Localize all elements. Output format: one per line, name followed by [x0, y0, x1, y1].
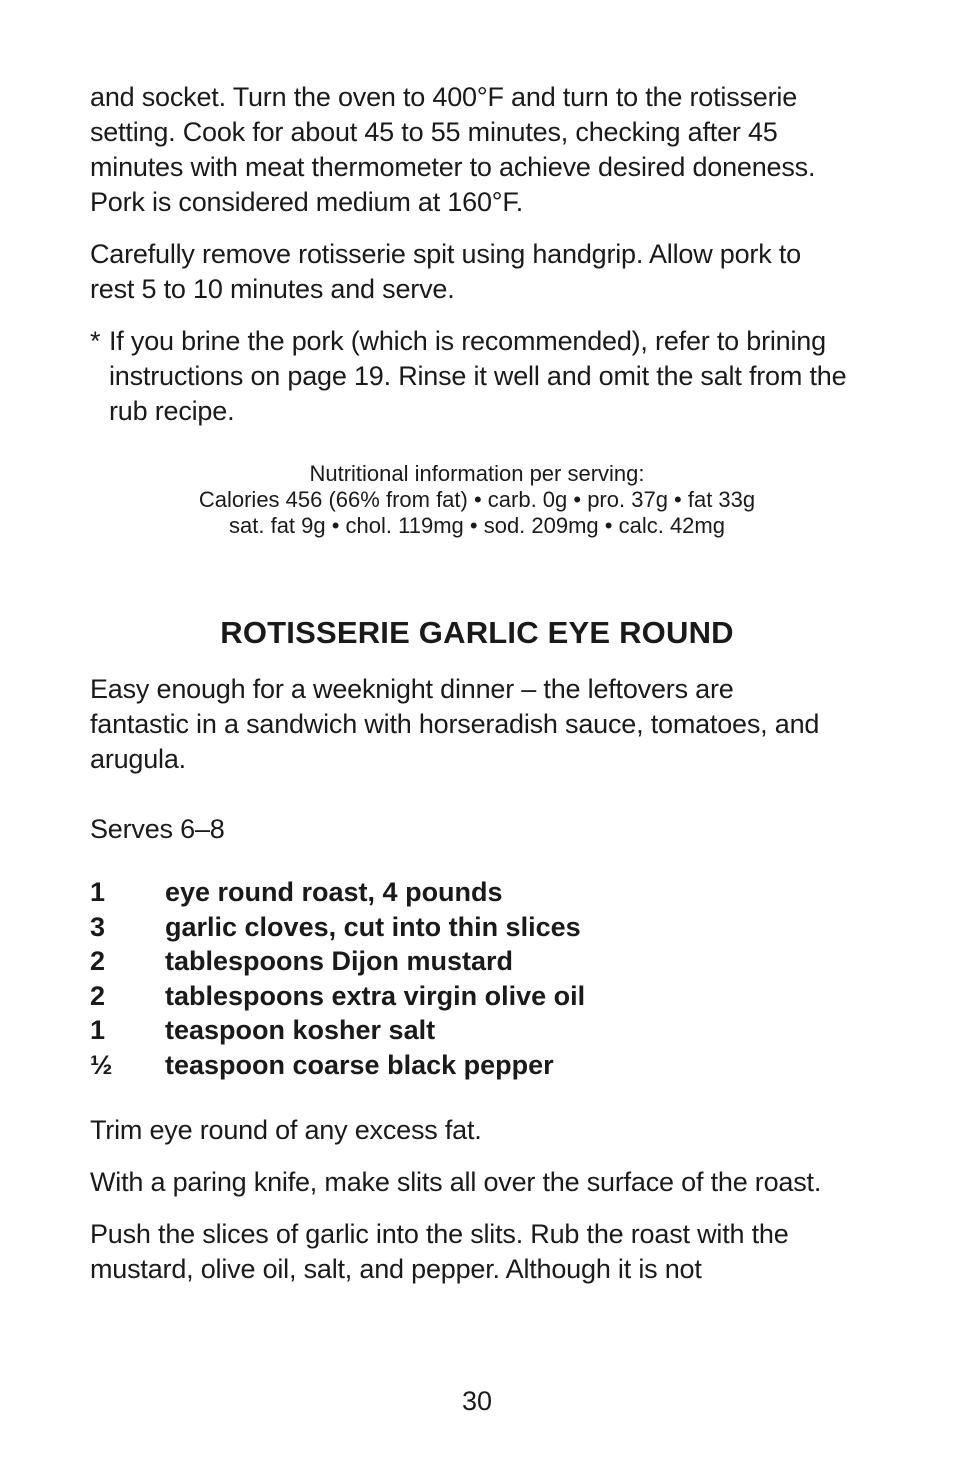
- footnote-text: If you brine the pork (which is recommended), refer to brining instructions on page 19. Rinse it well and omit the salt from the rub recipe.: [109, 326, 847, 426]
- footnote: [90, 324, 870, 429]
- nutrition-line-2: sat. fat 9g • chol. 119mg • sod. 209mg • calc. 42mg: [229, 513, 725, 538]
- ingredient-item: teaspoon kosher salt: [165, 1015, 436, 1046]
- ingredient-row: [90, 875, 870, 910]
- ingredient-item: garlic cloves, cut into thin slices: [165, 911, 581, 942]
- ingredient-qty: 2: [90, 980, 106, 1011]
- intro-paragraph-2: Carefully remove rotisserie spit using handgrip. Allow pork to rest 5 to 10 minutes and serve.: [90, 239, 801, 304]
- step-1: Trim eye round of any excess fat.: [90, 1114, 482, 1145]
- ingredient-item: eye round roast, 4 pounds: [165, 877, 503, 907]
- ingredient-item: tablespoons extra virgin olive oil: [165, 980, 586, 1011]
- nutrition-line-1: Calories 456 (66% from fat) • carb. 0g • pro. 37g • fat 33g: [198, 487, 756, 512]
- recipe-description: Easy enough for a weeknight dinner – the leftovers are fantastic in a sandwich with horseradish sauce, tomatoes, and arugula.: [90, 674, 820, 774]
- recipe-title: ROTISSERIE GARLIC EYE ROUND: [220, 615, 734, 650]
- ingredient-list: [90, 875, 870, 1083]
- page-content: [90, 80, 870, 1287]
- ingredient-qty: 1: [90, 1015, 106, 1046]
- ingredient-qty: 3: [90, 911, 106, 942]
- nutrition-info: [90, 461, 864, 539]
- ingredient-qty: ½: [90, 1049, 113, 1080]
- footnote-marker: *: [90, 326, 101, 356]
- ingredient-row: [90, 910, 870, 945]
- page-number: 30: [461, 1386, 493, 1416]
- ingredient-qty: 1: [90, 877, 106, 907]
- serves: Serves 6–8: [90, 814, 225, 844]
- ingredient-item: teaspoon coarse black pepper: [165, 1049, 554, 1080]
- ingredient-row: [90, 979, 870, 1014]
- ingredient-row: [90, 1048, 870, 1083]
- step-2: With a paring knife, make slits all over the surface of the roast.: [90, 1166, 822, 1197]
- ingredient-row: [90, 1013, 870, 1048]
- ingredient-row: [90, 944, 870, 979]
- nutrition-heading: Nutritional information per serving:: [309, 461, 645, 486]
- ingredient-qty: 2: [90, 946, 106, 977]
- ingredient-item: tablespoons Dijon mustard: [165, 946, 514, 977]
- intro-paragraph-1: and socket. Turn the oven to 400°F and turn to the rotisserie setting. Cook for about 45 to 55 minutes, checking after 45 minutes with meat thermometer to achieve desired doneness. Pork is considered medium at 160°F.: [90, 82, 816, 217]
- step-3: Push the slices of garlic into the slits. Rub the roast with the mustard, olive oil, salt, and pepper. Although it is not: [90, 1218, 789, 1284]
